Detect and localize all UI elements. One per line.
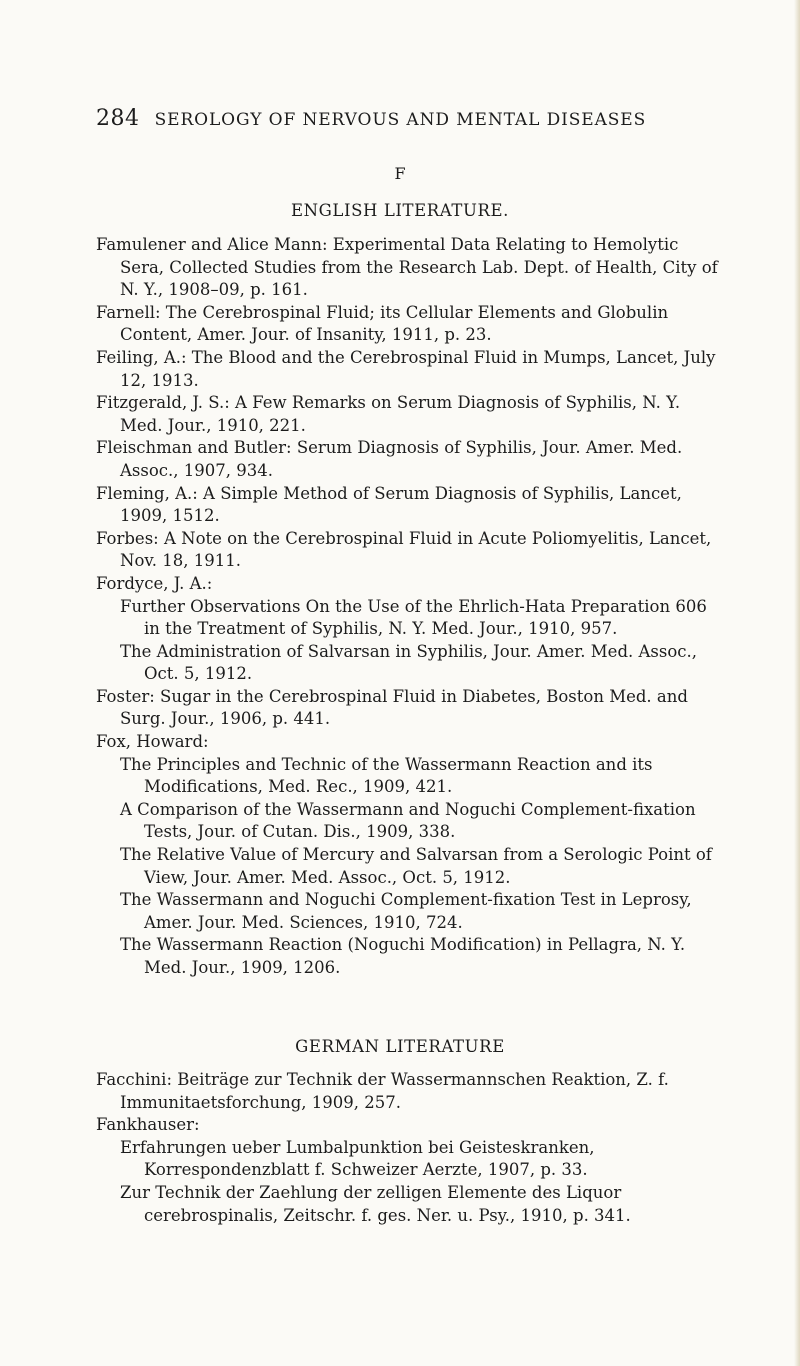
reference-work: The Administration of Salvarsan in Syphilis, Jour. Amer. Med. Assoc., Oct. 5, 1912. — [120, 641, 698, 684]
reference-author: Fox, Howard: — [96, 732, 209, 752]
english-reference-list — [96, 234, 718, 980]
reference-entry: Foster: Sugar in the Cerebrospinal Fluid in Diabetes, Boston Med. and Surg. Jour., 1906, p. 441. — [96, 686, 688, 729]
reference-author: Fordyce, J. A.: — [96, 573, 213, 593]
english-literature-heading: ENGLISH LITERATURE. — [290, 201, 510, 220]
reference-work: The Relative Value of Mercury and Salvarsan from a Serologic Point of View, Jour. Amer. Med. Assoc., Oct. 5, 1912. — [120, 845, 712, 887]
reference-work: The Wassermann Reaction (Noguchi Modification) in Pellagra, N. Y. Med. Jour., 1909, 1206. — [120, 935, 686, 977]
running-title: SEROLOGY OF NERVOUS AND MENTAL DISEASES — [154, 110, 647, 130]
reference-entry: Fitzgerald, J. S.: A Few Remarks on Serum Diagnosis of Syphilis, N. Y. Med. Jour., 1910, 221. — [96, 393, 681, 435]
reference-entry: Fleischman and Butler: Serum Diagnosis of Syphilis, Jour. Amer. Med. Assoc., 1907, 934. — [96, 438, 683, 480]
reference-author: Fankhauser: — [96, 1115, 200, 1135]
page-number: 284 — [96, 106, 140, 131]
reference-entry: Forbes: A Note on the Cerebrospinal Fluid in Acute Poliomyelitis, Lancet, Nov. 18, 1911. — [96, 528, 712, 571]
reference-work: Further Observations On the Use of the Ehrlich-Hata Preparation 606 in the Treatment of Syphilis, N. Y. Med. Jour., 1910, 957. — [120, 596, 707, 639]
section-letter: F — [394, 164, 406, 183]
reference-work: A Comparison of the Wassermann and Noguchi Complement-fixation Tests, Jour. of Cutan. Dis., 1909, 338. — [120, 799, 696, 842]
reference-entry: Fleming, A.: A Simple Method of Serum Diagnosis of Syphilis, Lancet, 1909, 1512. — [96, 483, 682, 526]
reference-entry: Feiling, A.: The Blood and the Cerebrospinal Fluid in Mumps, Lancet, July 12, 1913. — [96, 347, 716, 390]
reference-entry: Famulener and Alice Mann: Experimental Data Relating to Hemolytic Sera, Collected Studies from the Research Lab. Dept. of Health, City of N. Y., 1908–09, p. 161. — [96, 235, 718, 300]
german-literature-heading: GERMAN LITERATURE — [295, 1037, 505, 1056]
reference-work: Erfahrungen ueber Lumbalpunktion bei Geisteskranken, Korrespondenzblatt f. Schweizer Aerzte, 1907, p. 33. — [120, 1137, 595, 1180]
reference-entry: Farnell: The Cerebrospinal Fluid; its Cellular Elements and Globulin Content, Amer. Jour. of Insanity, 1911, p. 23. — [96, 302, 669, 345]
reference-work: The Principles and Technic of the Wassermann Reaction and its Modifications, Med. Rec., 1909, 421. — [120, 754, 653, 797]
german-reference-list — [96, 1069, 718, 1227]
reference-work: Zur Technik der Zaehlung der zelligen Elemente des Liquor cerebrospinalis, Zeitschr. f. ges. Ner. u. Psy., 1910, p. 341. — [120, 1182, 631, 1225]
reference-entry: Facchini: Beiträge zur Technik der Wassermannschen Reaktion, Z. f. Immunitaetsforchung, 1909, 257. — [96, 1070, 669, 1112]
running-head — [96, 106, 716, 138]
reference-work: The Wassermann and Noguchi Complement-fixation Test in Leprosy, Amer. Jour. Med. Sciences, 1910, 724. — [120, 890, 692, 932]
